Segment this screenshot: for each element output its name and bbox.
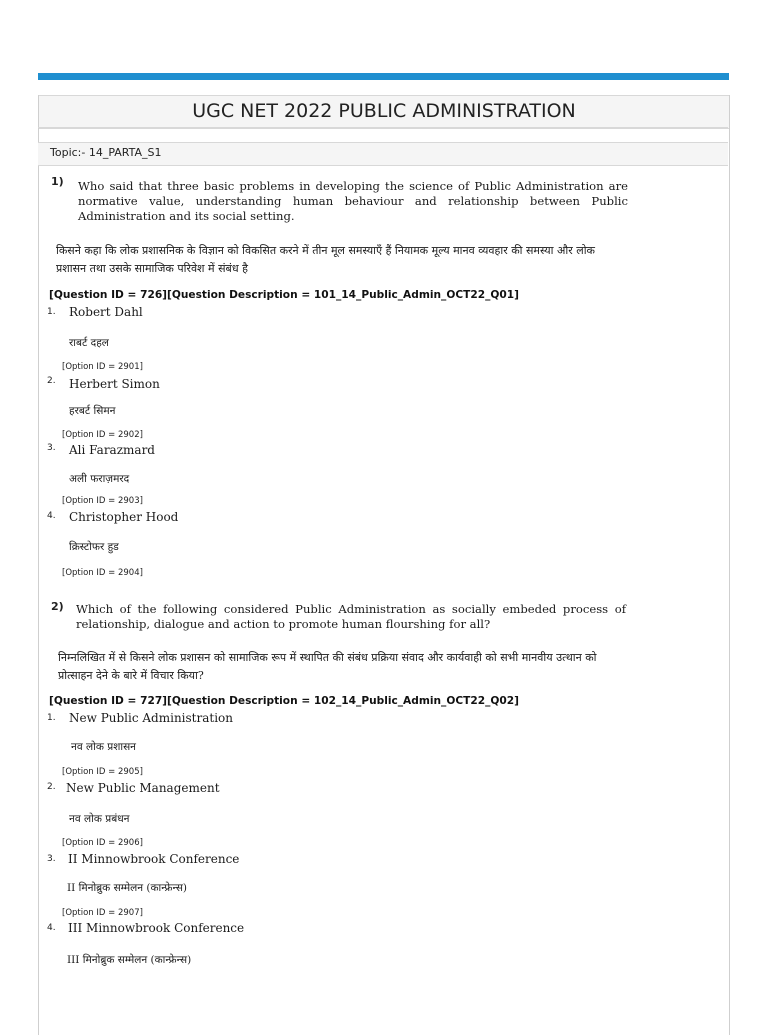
- question-text-hi: निम्नलिखित में से किसने लोक प्रशासन को सामाजिक रूप में स्थापित की संबंध प्रक्रिया संवाद और कार्यवाही को सभी मानवीय उत्थान को प्रोत्साहन देने के बारे में विचार किया?: [58, 651, 597, 682]
- option-number: 1.: [47, 713, 56, 723]
- option-number: 4.: [47, 923, 56, 933]
- question-id: [Question ID = 726][Question Description = 101_14_Public_Admin_OCT22_Q01]: [49, 289, 519, 301]
- option-text-en: Robert Dahl: [69, 305, 143, 319]
- option-text-en: III Minnowbrook Conference: [68, 921, 245, 935]
- option-id: [Option ID = 2903]: [62, 496, 143, 506]
- option-text-hi: III मिनोब्रुक सम्मेलन (कान्फ्रेन्स): [67, 954, 192, 966]
- divider: [38, 127, 728, 128]
- option-id: [Option ID = 2901]: [62, 362, 143, 372]
- option-id: [Option ID = 2906]: [62, 838, 143, 848]
- question-text-en: Which of the following considered Public Administration as socially embeded process of relationship, dialogue and action to promote human flourshing for all?: [76, 602, 626, 631]
- question-text-hi: किसने कहा कि लोक प्रशासनिक के विज्ञान को विकसित करने में तीन मूल समस्याएँ हैं नियामक मूल्य मानव व्यवहार की समस्या और लोक प्रशासन तथा उसके सामाजिक परिवेश में संबंध है: [56, 244, 596, 275]
- page-title: UGC NET 2022 PUBLIC ADMINISTRATION: [39, 95, 729, 129]
- question-id: [Question ID = 727][Question Description = 102_14_Public_Admin_OCT22_Q02]: [49, 695, 519, 707]
- option-number: 3.: [47, 854, 56, 864]
- option-text-hi: क्रिस्टोफर हुड: [69, 541, 119, 553]
- question-text-en: Who said that three basic problems in developing the science of Public Administration are normative value, understanding human behaviour and relationship between Public Administration and its social setting.: [78, 179, 628, 223]
- option-number: 3.: [47, 443, 56, 453]
- option-text-en: II Minnowbrook Conference: [68, 852, 240, 866]
- option-text-en: Herbert Simon: [69, 377, 160, 391]
- option-number: 2.: [47, 376, 56, 386]
- option-number: 2.: [47, 782, 56, 792]
- option-text-en: Christopher Hood: [69, 510, 179, 524]
- option-number: 4.: [47, 511, 56, 521]
- option-id: [Option ID = 2907]: [62, 908, 143, 918]
- option-id: [Option ID = 2904]: [62, 568, 143, 578]
- option-text-hi: हरबर्ट सिमन: [69, 405, 116, 417]
- question-number: 1): [51, 175, 64, 188]
- option-id: [Option ID = 2902]: [62, 430, 143, 440]
- option-text-en: New Public Administration: [69, 711, 233, 725]
- question-number: 2): [51, 600, 64, 613]
- option-text-hi: अली फराज़मरद: [69, 473, 130, 485]
- option-text-hi: राबर्ट दहल: [69, 337, 109, 349]
- option-text-hi: नव लोक प्रबंधन: [69, 813, 130, 825]
- option-id: [Option ID = 2905]: [62, 767, 143, 777]
- option-text-hi: नव लोक प्रशासन: [71, 741, 137, 753]
- option-number: 1.: [47, 307, 56, 317]
- topic-label: Topic:- 14_PARTA_S1: [50, 146, 162, 159]
- option-text-hi: II मिनोब्रुक सम्मेलन (कान्फ्रेन्स): [67, 882, 188, 894]
- option-text-en: Ali Farazmard: [69, 443, 155, 457]
- topic-row: [38, 142, 728, 166]
- top-accent-bar: [38, 73, 729, 80]
- option-text-en: New Public Management: [66, 781, 220, 795]
